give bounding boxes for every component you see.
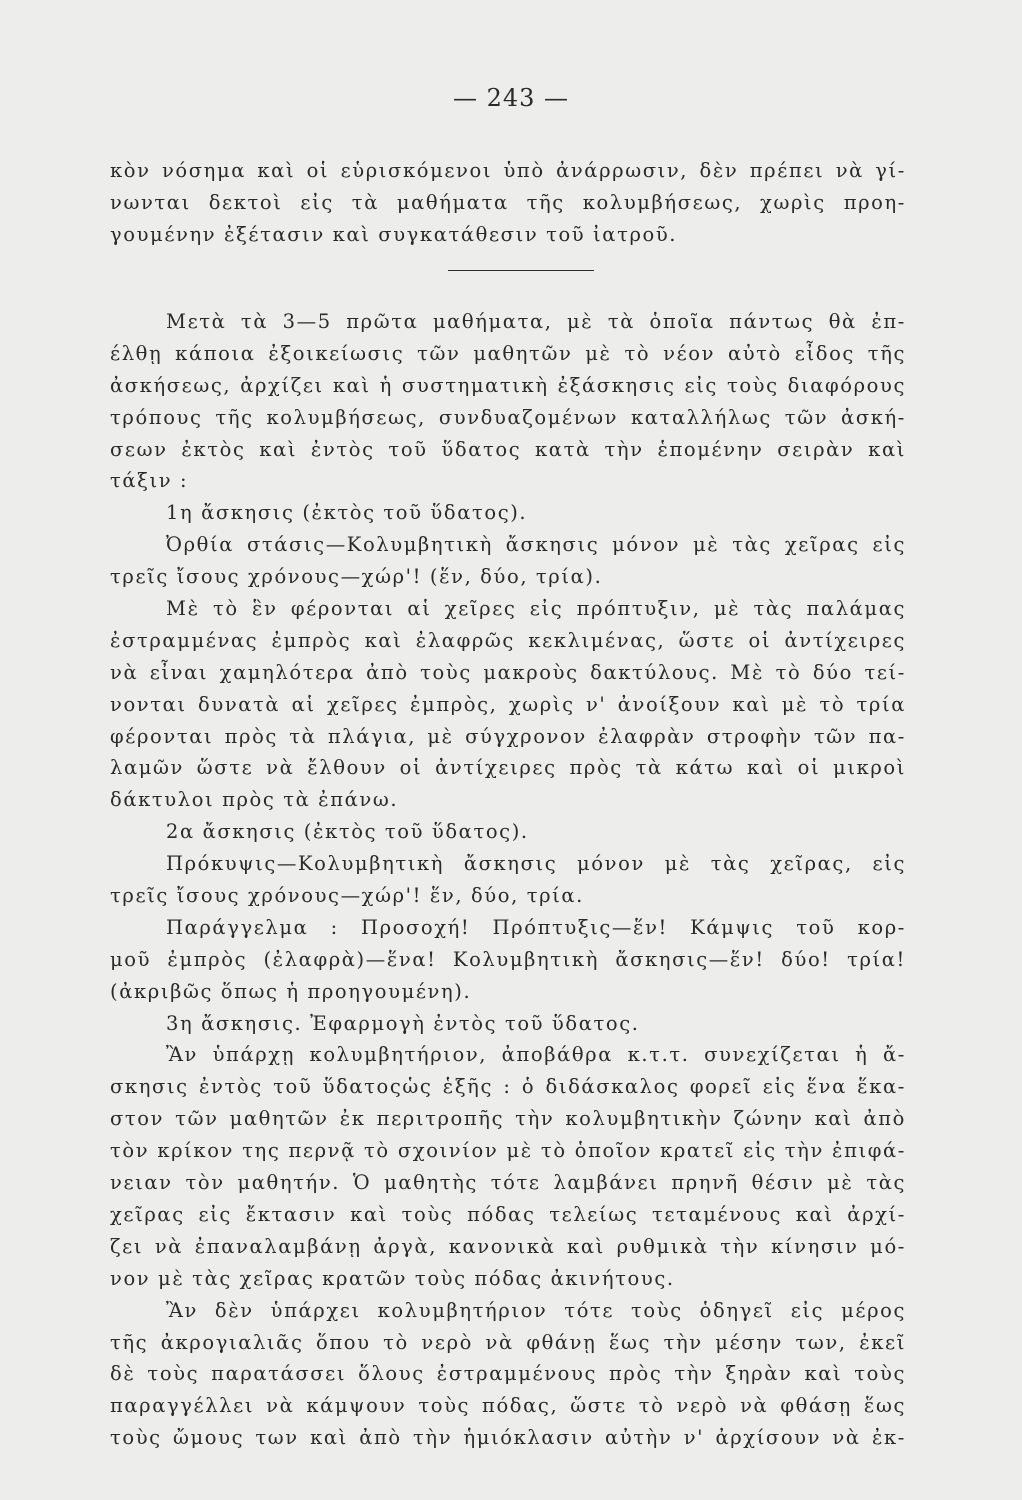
text-line: Μετὰ τὰ 3—5 πρῶτα μαθήματα, μὲ τὰ ὁποῖα πάντως θὰ ἐπ- bbox=[166, 310, 906, 333]
text-line: Μὲ τὸ ἓν φέρονται αἱ χεῖρες εἰς πρόπτυξιν, μὲ τὰς παλάμας bbox=[166, 597, 906, 621]
text-line: δὲ τοὺς παρατάσσει ὅλους ἐστραμμένους πρὸς τὴν ξηρὰν καὶ τοὺς bbox=[110, 1362, 906, 1386]
text-line: τὸν κρίκον της περνᾷ τὸ σχοινίον μὲ τὸ ὁποῖον κρατεῖ εἰς τὴν ἐπιφά- bbox=[110, 1139, 906, 1163]
text-line: μοῦ ἐμπρὸς (ἐλαφρὰ)—ἕνα! Κολυμβητικὴ ἄσκησις—ἕν! δύο! τρία! bbox=[110, 947, 906, 971]
section-divider bbox=[448, 270, 594, 271]
text-line: τρεῖς ἴσους χρόνους—χώρ'! (ἕν, δύο, τρία). bbox=[110, 565, 603, 589]
text-line: φέρονται πρὸς τὰ πλάγια, μὲ σύγχρονον ἐλαφρὰν στροφὴν τῶν πα- bbox=[110, 724, 906, 748]
text-line: τρεῖς ἴσους χρόνους—χώρ'! ἕν, δύο, τρία. bbox=[110, 884, 584, 908]
text-line: γουμένην ἐξέτασιν καὶ συγκατάθεσιν τοῦ ἰατροῦ. bbox=[110, 222, 678, 246]
text-line: νον μὲ τὰς χεῖρας κρατῶν τοὺς πόδας ἀκινήτους. bbox=[110, 1266, 675, 1290]
text-line: Πρόκυψις—Κολυμβητικὴ ἄσκησις μόνον μὲ τὰς χεῖρας, εἰς bbox=[166, 852, 906, 876]
text-line: τρόπους τῆς κολυμβήσεως, συνδυαζομένων καταλλήλως τῶν ἀσκή- bbox=[110, 405, 906, 429]
text-line: (ἀκριβῶς ὅπως ἡ προηγουμένη). bbox=[110, 979, 472, 1003]
text-line: τάξιν : bbox=[110, 469, 189, 493]
text-line: παραγγέλλει νὰ κάμψουν τοὺς πόδας, ὥστε τὸ νερὸ νὰ φθάσῃ ἕως bbox=[110, 1394, 906, 1418]
text-line: Ὀρθία στάσις—Κολυμβητικὴ ἄσκησις μόνον μὲ τὰς χεῖρας εἰς bbox=[166, 533, 906, 557]
text-line: ζει νὰ ἐπαναλαμβάνῃ ἀργὰ, κανονικὰ καὶ ρυθμικὰ τὴν κίνησιν μό- bbox=[110, 1234, 906, 1258]
text-line: τοὺς ὤμους των καὶ ἀπὸ τὴν ἡμιόκλασιν αὐτὴν ν' ἀρχίσουν νὰ ἐκ- bbox=[110, 1426, 906, 1450]
page-number: — 243 — bbox=[452, 84, 570, 112]
text-line: κὸν νόσημα καὶ οἱ εὑρισκόμενοι ὑπὸ ἀνάρρωσιν, δὲν πρέπει νὰ γί- bbox=[110, 159, 906, 182]
text-line: νειαν τὸν μαθητήν. Ὁ μαθητὴς τότε λαμβάνει πρηνῆ θέσιν μὲ τὰς bbox=[110, 1171, 906, 1195]
text-line: Ἂν ὑπάρχῃ κολυμβητήριον, ἀποβάθρα κ.τ.τ. συνεχίζεται ἡ ἄ- bbox=[166, 1043, 906, 1067]
text-line: ἐστραμμένας ἐμπρὸς καὶ ἐλαφρῶς κεκλιμένας, ὥστε οἱ ἀντίχειρες bbox=[110, 628, 906, 652]
main-text bbox=[110, 306, 906, 1454]
text-line: Ἂν δὲν ὑπάρχει κολυμβητήριον τότε τοὺς ὁδηγεῖ εἰς μέρος bbox=[166, 1298, 906, 1322]
exercise-heading: 3η ἄσκησις. Ἐφαρμογὴ ἐντὸς τοῦ ὕδατος. bbox=[166, 1011, 640, 1035]
exercise-heading: 2α ἄσκησις (ἐκτὸς τοῦ ὕδατος). bbox=[166, 820, 529, 844]
text-line: χεῖρας εἰς ἔκτασιν καὶ τοὺς πόδας τελείως τεταμένους καὶ ἀρχί- bbox=[110, 1202, 906, 1226]
text-line: λαμῶν ὥστε νὰ ἔλθουν οἱ ἀντίχειρες πρὸς τὰ κάτω καὶ οἱ μικροὶ bbox=[110, 756, 906, 780]
text-line: ἀσκήσεως, ἀρχίζει καὶ ἡ συστηματικὴ ἐξάσκησις εἰς τοὺς διαφόρους bbox=[110, 373, 906, 397]
text-line: τῆς ἀκρογιαλιᾶς ὅπου τὸ νερὸ νὰ φθάνῃ ἕως τὴν μέσην των, ἐκεῖ bbox=[110, 1330, 906, 1354]
text-line: νωνται δεκτοὶ εἰς τὰ μαθήματα τῆς κολυμβήσεως, χωρὶς προη- bbox=[110, 190, 906, 214]
text-line: έλθῃ κάποια ἐξοικείωσις τῶν μαθητῶν μὲ τὸ νέον αὐτὸ εἶδος τῆς bbox=[110, 341, 906, 365]
exercise-heading: 1η ἄσκησις (ἐκτὸς τοῦ ὕδατος). bbox=[166, 501, 528, 525]
text-line: νονται δυνατὰ αἱ χεῖρες ἐμπρὸς, χωρὶς ν' ἀνοίξουν καὶ μὲ τὸ τρία bbox=[110, 692, 906, 716]
text-line: νὰ εἶναι χαμηλότερα ἀπὸ τοὺς μακροὺς δακτύλους. Μὲ τὸ δύο τεί- bbox=[110, 660, 906, 684]
text-line: στον τῶν μαθητῶν ἐκ περιτροπῆς τὴν κολυμβητικὴν ζώνην καὶ ἀπὸ bbox=[110, 1107, 906, 1131]
text-line: Παράγγελμα : Προσοχή! Πρόπτυξις—ἕν! Κάμψις τοῦ κορ- bbox=[166, 915, 906, 939]
intro-paragraph bbox=[110, 155, 906, 251]
text-line: σκησις ἐντὸς τοῦ ὕδατοςὡς ἑξῆς : ὁ διδάσκαλος φορεῖ εἰς ἕνα ἕκα- bbox=[110, 1075, 906, 1099]
text-line: δάκτυλοι πρὸς τὰ ἐπάνω. bbox=[110, 788, 399, 812]
text-line: σεων ἐκτὸς καὶ ἐντὸς τοῦ ὕδατος κατὰ τὴν ἑπομένην σειρὰν καὶ bbox=[110, 437, 906, 461]
